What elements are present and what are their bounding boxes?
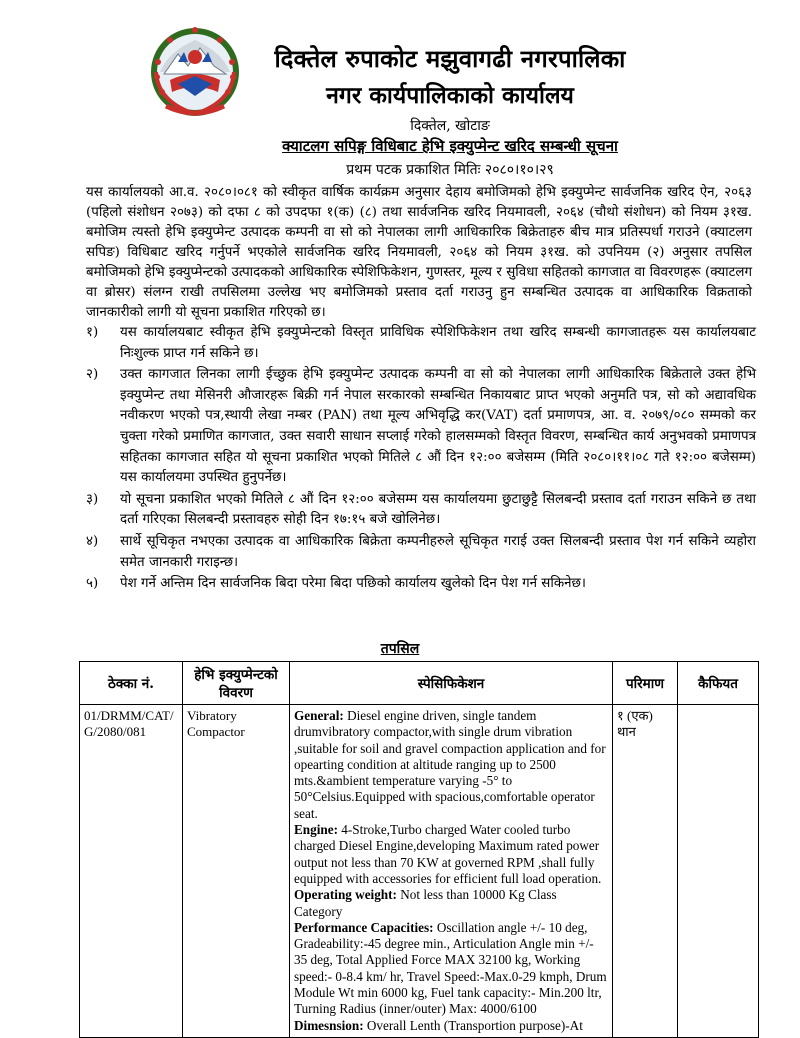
org-name: दिक्तेल रुपाकोट मझुवागढी नगरपालिका bbox=[274, 44, 626, 73]
header-specification: स्पेसिफिकेशन bbox=[290, 662, 613, 705]
point-number: १) bbox=[86, 325, 99, 340]
cell-specification bbox=[290, 705, 613, 1038]
cell-quantity: १ (एक) थान bbox=[613, 705, 678, 1038]
spec-weight-label: Operating weight: bbox=[294, 887, 397, 903]
list-item bbox=[86, 323, 756, 364]
list-item bbox=[86, 365, 756, 489]
office-location: दिक्तेल, खोटाङ bbox=[410, 118, 490, 134]
table-header-row bbox=[80, 662, 759, 705]
spec-general-text: Diesel engine driven, single tandem drumvibratory compactor,with single drum vibration ,suitable for soil and gravel compaction application and for opearting condition at altitude ranging up to 2500 mts.&ambient temperature varying -5° to 50°Celsius.Equipped with spacious,comfortable operator seat. bbox=[294, 708, 606, 821]
header-remarks: कैफियत bbox=[678, 662, 759, 705]
header-equipment: हेभि इक्युप्मेन्टको विवरण bbox=[183, 662, 290, 705]
list-item bbox=[86, 574, 756, 595]
point-text: यस कार्यालयबाट स्वीकृत हेभि इक्युप्मेन्टको विस्तृत प्राविधिक स्पेशिफिकेशन तथा खरिद सम्बन्धी कागजातहरू यस कार्यालयबाट निःशुल्क प्राप्त गर्न सकिने छ। bbox=[120, 325, 756, 361]
cell-contract-no: 01/DRMM/CAT/G/2080/081 bbox=[80, 705, 183, 1038]
header-quantity: परिमाण bbox=[613, 662, 678, 705]
equipment-table bbox=[79, 661, 759, 1038]
point-text: पेश गर्ने अन्तिम दिन सार्वजनिक बिदा परेमा बिदा पछिको कार्यालय खुलेको दिन पेश गर्न सकिनेछ। bbox=[120, 576, 586, 592]
point-text: यो सूचना प्रकाशित भएको मितिले ८ औं दिन १२:०० बजेसम्म यस कार्यालयमा छुटाछुट्टै सिलबन्दी प्रस्ताव दर्ता गराउन सकिने छ तथा दर्ता गरिएका सिलबन्दी प्रस्तावहरु सोही दिन १७:१५ बजे खोलिनेछ। bbox=[120, 491, 756, 528]
table-row bbox=[80, 705, 759, 1038]
spec-dimension-text: Overall Lenth (Transportion purpose)-At bbox=[363, 1017, 583, 1033]
point-number: ५) bbox=[86, 576, 99, 592]
cell-remarks bbox=[678, 705, 759, 1038]
spec-weight-text: Not less than 10000 Kg Class Category bbox=[294, 887, 557, 919]
nepal-emblem-icon bbox=[148, 22, 242, 118]
notice-points bbox=[86, 323, 756, 596]
spec-engine-text: 4-Stroke,Turbo charged Water cooled turbo charged Diesel Engine,developing Maximum rated power output not less than 70 KW at governed RPM ,shall fully equipped with accessories for efficient full load operation. bbox=[294, 822, 602, 886]
header-contract-no: ठेक्का नं. bbox=[80, 662, 183, 705]
spec-dimension-label: Dimesnsion: bbox=[294, 1017, 364, 1033]
list-item bbox=[86, 532, 756, 573]
point-number: २) bbox=[86, 367, 99, 383]
cell-equipment: Vibratory Compactor bbox=[183, 705, 290, 1038]
intro-paragraph: यस कार्यालयको आ.व. २०८०।०८१ को स्वीकृत वार्षिक कार्यक्रम अनुसार देहाय बमोजिमको हेभि इक्युप्मेन्ट सार्वजनिक खरिद ऐन, २०६३ (पहिलो संशोधन २०७३) को दफा ८ को उपदफा १(क) (८) तथा सार्वजनिक खरिद नियमावली, २०६४ (चौथो संशोधन) को नियम ३१ख. बमोजिम त्यस्तो हेभि इक्युप्मेन्ट उत्पादक कम्पनी वा सो को नेपालका लागी आधिकारिक बिक्रेताहरु बीच मात्र प्रतिस्पर्धा गराउने (क्याटलग सपिङ) विधिबाट खरिद गर्नुपर्ने भएकोले सार्वजनिक खरिद नियमावली, २०६४ को नियम ३१ख. को उपनियम (२) अनुसार तपसिल बमोजिमको हेभि इक्युप्मेन्टको उत्पादकको आधिकारिक स्पेशिफिकेशन, गुणस्तर, मूल्य र सुविधा सहितको कागजात वा विवरणहरू (क्याटलग वा ब्रोसर) संलग्न राखी तपसिलमा उल्लेख भए बमोजिमको प्रस्ताव दर्ता गराउनु हुन सम्बन्धित उत्पादक वा आधिकारिक विक्रताको जानकारीको लागी यो सूचना प्रकाशित गरिएको छ। bbox=[86, 185, 752, 320]
notice-title: क्याटलग सपिङ्ग विधिबाट हेभि इक्युप्मेन्ट खरिद सम्बन्धी सूचना bbox=[282, 137, 618, 155]
spec-performance-label: Performance Capacities: bbox=[294, 919, 434, 935]
point-number: ४) bbox=[86, 533, 99, 549]
point-text: उक्त कागजात लिनका लागी ईच्छुक हेभि इक्युप्मेन्ट उत्पादक कम्पनी वा सो को नेपालका लागी आधिकारिक बिक्रेताले उक्त हेभि इक्युप्मेन्ट तथा मेसिनरी औजारहरू बिक्री गर्न नेपाल सरकारको सम्बन्धित निकायबाट प्राप्त भएको अनुमति पत्र, सो को अद्यावधिक नवीकरण भएको पत्र,स्थायी लेखा नम्बर (PAN) तथा मूल्य अभिवृद्धि कर(VAT) दर्ता प्रमाणपत्र, आ. व. २०७९/०८० सम्मको कर चुक्ता गरेको प्रमाणित कागजात, उक्त सवारी साधान सप्लाई गरेको हालसम्मको विस्तृत विवरण, सम्बन्धित कार्य अनुभवको प्रमाणपत्र सहितका कागजात सहित यो सूचना प्रकाशित भएको मितिले ८ औं दिन १२:०० बजेसम्म (मिति २०८०।११।०८ गते १२:०० बजेसम्म) यस कार्यालयमा उपस्थित हुनुपर्नेछ। bbox=[120, 367, 756, 486]
spec-engine-label: Engine: bbox=[294, 822, 338, 838]
point-text: सार्थे सूचिकृत नभएका उत्पादक वा आधिकारिक बिक्रेता कम्पनीहरुले सूचिकृत गराई उक्त सिलबन्दी प्रस्ताव पेश गर्न सकिने व्यहोरा समेत जानकारी गराइन्छ। bbox=[120, 533, 756, 570]
point-number: ३) bbox=[86, 491, 99, 507]
published-date: प्रथम पटक प्रकाशित मितिः २०८०।१०।२९ bbox=[346, 162, 554, 178]
schedule-title: तपसिल bbox=[380, 641, 420, 657]
list-item bbox=[86, 490, 756, 531]
spec-performance-text: Oscillation angle +/- 10 deg, Gradeability:-45 degree min., Articulation Angle min +/- 35 deg, Total Applied Force MAX 32100 kg, Working speed:- 0-8.4 km/ hr, Travel Speed:-Max.0-29 kmph, Drum Module Wt min 6000 kg, Fuel tank capacity:- Min.200 ltr, Turning Radius (inner/outer) Max: 4000/6100 bbox=[294, 919, 607, 1017]
spec-general-label: General: bbox=[294, 708, 344, 723]
office-name: नगर कार्यपालिकाको कार्यालय bbox=[326, 82, 574, 109]
